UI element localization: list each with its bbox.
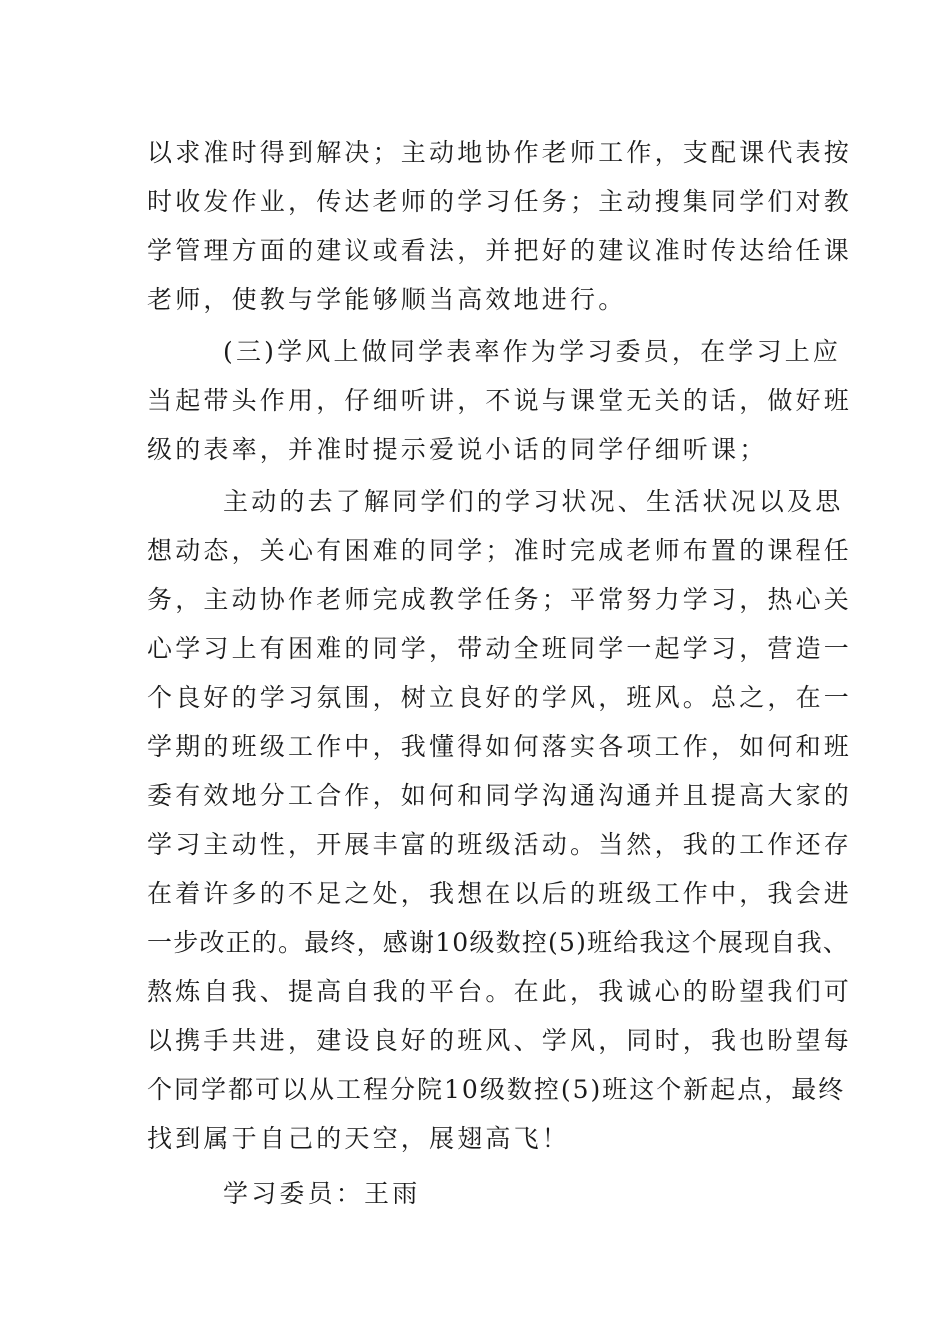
text-line: 务，主动协作老师完成教学任务；平常努力学习，热心关: [147, 585, 853, 614]
text-line: (三)学风上做同学表率作为学习委员，在学习上应: [223, 337, 842, 366]
text-line: 当起带头作用，仔细听讲，不说与课堂无关的话，做好班: [147, 386, 853, 415]
text-line: 老师，使教与学能够顺当高效地进行。: [147, 285, 627, 314]
text-line: 个同学都可以从工程分院10级数控(5)班这个新起点，最终: [147, 1075, 846, 1104]
text-line: 想动态，关心有困难的同学；准时完成老师布置的课程任: [147, 536, 853, 565]
text-line: 在着许多的不足之处，我想在以后的班级工作中，我会进: [147, 879, 853, 908]
document-body: [147, 128, 853, 1218]
text-line: 级的表率，并准时提示爱说小话的同学仔细听课；: [147, 435, 768, 464]
text-line: 以求准时得到解决；主动地协作老师工作，支配课代表按: [147, 138, 853, 167]
text-line: 一步改正的。最终，感谢10级数控(5)班给我这个展现自我、: [147, 928, 850, 957]
text-line: 个良好的学习氛围，树立良好的学风，班风。总之，在一: [147, 683, 853, 712]
text-line: 找到属于自己的天空，展翅高飞！: [147, 1124, 571, 1153]
text-line: 学管理方面的建议或看法，并把好的建议准时传达给任课: [147, 236, 853, 265]
text-line: 学习主动性，开展丰富的班级活动。当然，我的工作还存: [147, 830, 853, 859]
text-line: 委有效地分工合作，如何和同学沟通沟通并且提高大家的: [147, 781, 853, 810]
text-line: 学期的班级工作中，我懂得如何落实各项工作，如何和班: [147, 732, 853, 761]
text-line: 主动的去了解同学们的学习状况、生活状况以及思: [223, 487, 844, 516]
text-line: 时收发作业，传达老师的学习任务；主动搜集同学们对教: [147, 187, 853, 216]
text-line: 以携手共进，建设良好的班风、学风，同时，我也盼望每: [147, 1026, 853, 1055]
text-line: 心学习上有困难的同学，带动全班同学一起学习，营造一: [147, 634, 853, 663]
text-line: 熬炼自我、提高自我的平台。在此，我诚心的盼望我们可: [147, 977, 853, 1006]
signature: 学习委员：王雨: [223, 1179, 421, 1208]
